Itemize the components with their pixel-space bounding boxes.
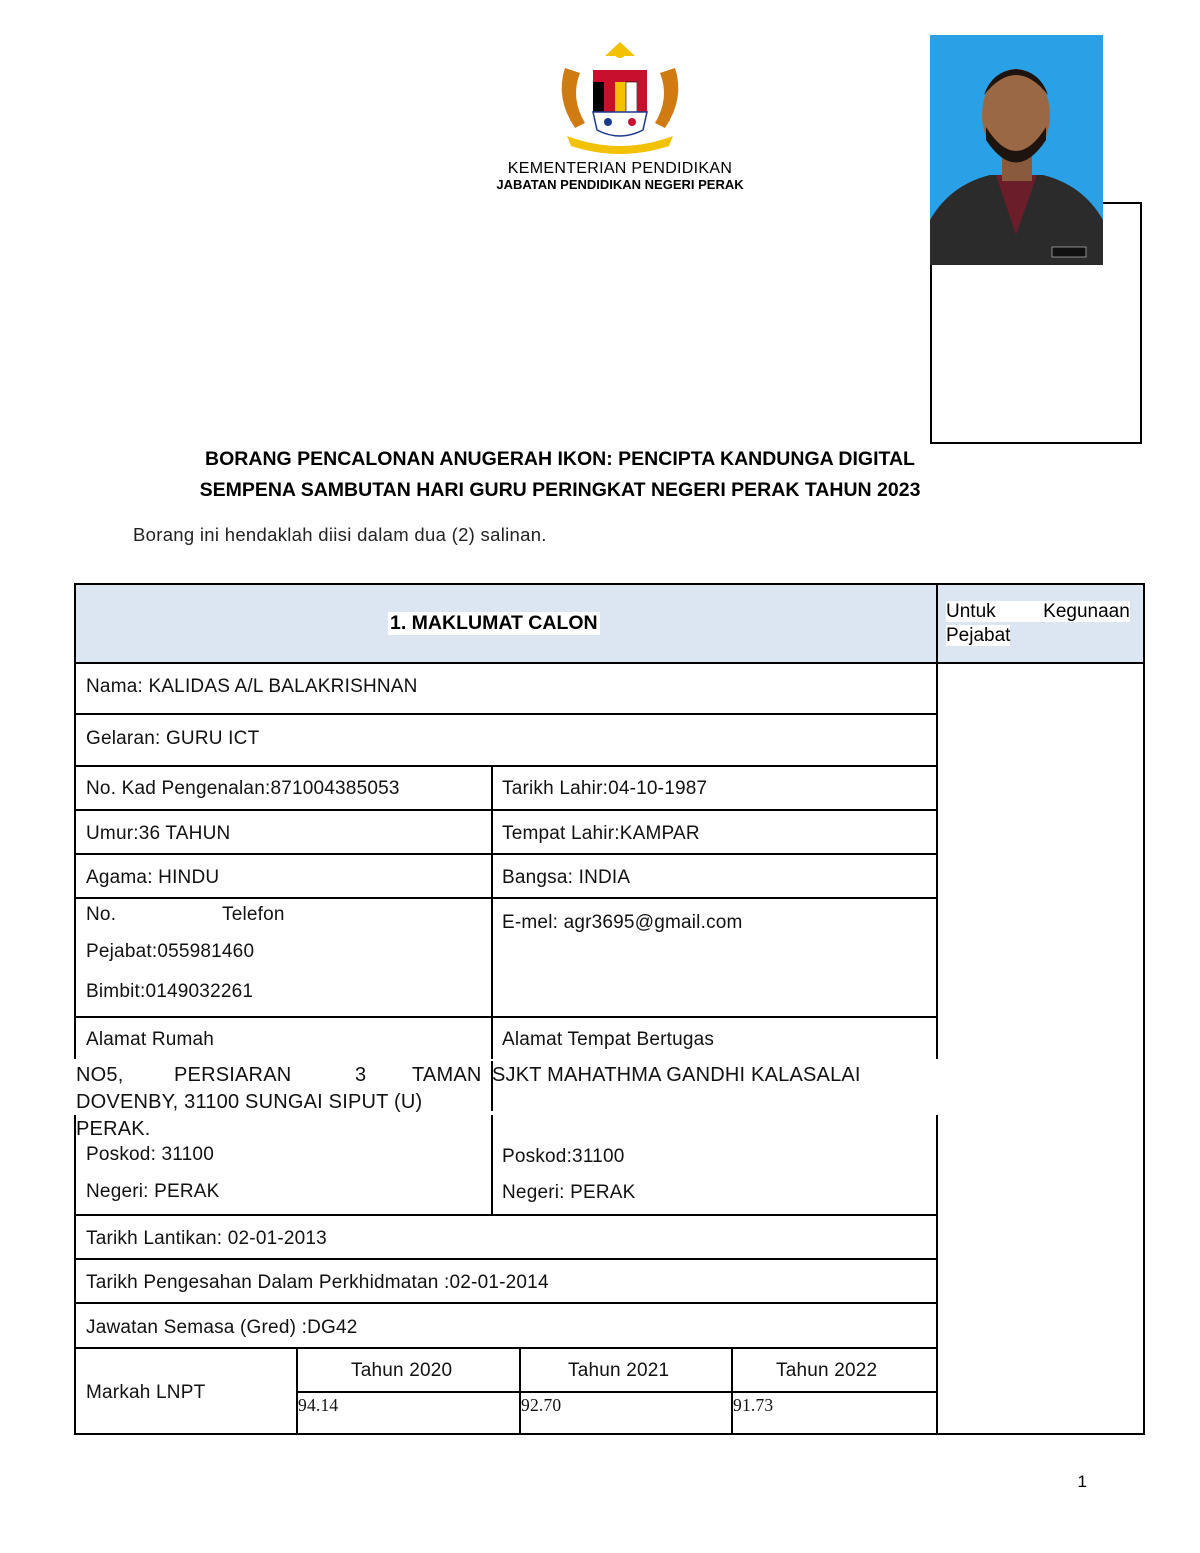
work-state: Negeri: PERAK [502,1182,636,1203]
home-address-line3: PERAK. [76,1118,151,1140]
lnpt-year-2021: Tahun 2021 [568,1360,670,1381]
phone-label-b: Telefon [222,904,285,925]
lnpt-score-2021: 92.70 [521,1395,562,1415]
mobile-phone-field: Bimbit:0149032261 [86,981,254,1002]
religion-field: Agama: HINDU [86,867,220,888]
section-title: 1. MAKLUMAT CALON [390,612,598,634]
form-title-line1: BORANG PENCALONAN ANUGERAH IKON: PENCIPTA KANDUNGA DIGITAL [205,448,915,470]
home-address-line1-c: 3 [355,1064,367,1086]
office-use-line2: Pejabat [946,625,1011,647]
home-poskod: Poskod: 31100 [86,1144,214,1165]
home-address-label: Alamat Rumah [86,1029,215,1050]
lnpt-label: Markah LNPT [86,1382,206,1403]
candidate-photo [930,35,1103,265]
lnpt-year-2022: Tahun 2022 [776,1360,878,1381]
page-number: 1 [1077,1472,1087,1491]
department-name: JABATAN PENDIDIKAN NEGERI PERAK [496,177,744,193]
form-title-line2: SEMPENA SAMBUTAN HARI GURU PERINGKAT NEGERI PERAK TAHUN 2023 [199,479,921,501]
home-address-line2: DOVENBY, 31100 SUNGAI SIPUT (U) [76,1091,423,1113]
work-poskod: Poskod:31100 [502,1146,625,1167]
phone-label-a: No. [86,904,117,925]
home-address-line1-d: TAMAN [412,1064,482,1086]
coat-of-arms-logo [545,38,695,158]
office-use-line1: Untuk Kegunaan [946,601,1130,622]
lnpt-score-2022: 91.73 [733,1395,774,1415]
work-address-line1: SJKT MAHATHMA GANDHI KALASALAI [492,1064,861,1086]
home-address-line1-a: NO5, [76,1064,124,1086]
candidate-info-table [74,583,1145,1435]
race-field: Bangsa: INDIA [502,867,631,888]
home-state: Negeri: PERAK [86,1181,220,1202]
confirmation-date: Tarikh Pengesahan Dalam Perkhidmatan :02-01-2014 [86,1272,549,1293]
age-field: Umur:36 TAHUN [86,823,231,844]
email-field: E-mel: agr3695@gmail.com [502,912,743,933]
lnpt-score-2020: 94.14 [298,1395,339,1415]
current-grade: Jawatan Semasa (Gred) :DG42 [86,1317,358,1338]
title-field: Gelaran: GURU ICT [86,728,260,749]
ministry-name: KEMENTERIAN PENDIDIKAN [507,160,733,177]
instruction-note: Borang ini hendaklah diisi dalam dua (2) salinan. [133,524,547,545]
office-phone-field: Pejabat:055981460 [86,941,255,962]
name-field: Nama: KALIDAS A/L BALAKRISHNAN [86,676,418,697]
pob-field: Tempat Lahir:KAMPAR [502,823,700,844]
dob-field: Tarikh Lahir:04-10-1987 [502,778,708,799]
work-address-label: Alamat Tempat Bertugas [502,1029,715,1050]
ic-field: No. Kad Pengenalan:871004385053 [86,778,400,799]
ministry-header [470,160,770,193]
home-address-line1-b: PERSIARAN [174,1064,292,1086]
office-use-label [946,600,1141,649]
appointment-date: Tarikh Lantikan: 02-01-2013 [86,1228,327,1249]
lnpt-year-2020: Tahun 2020 [351,1360,453,1381]
